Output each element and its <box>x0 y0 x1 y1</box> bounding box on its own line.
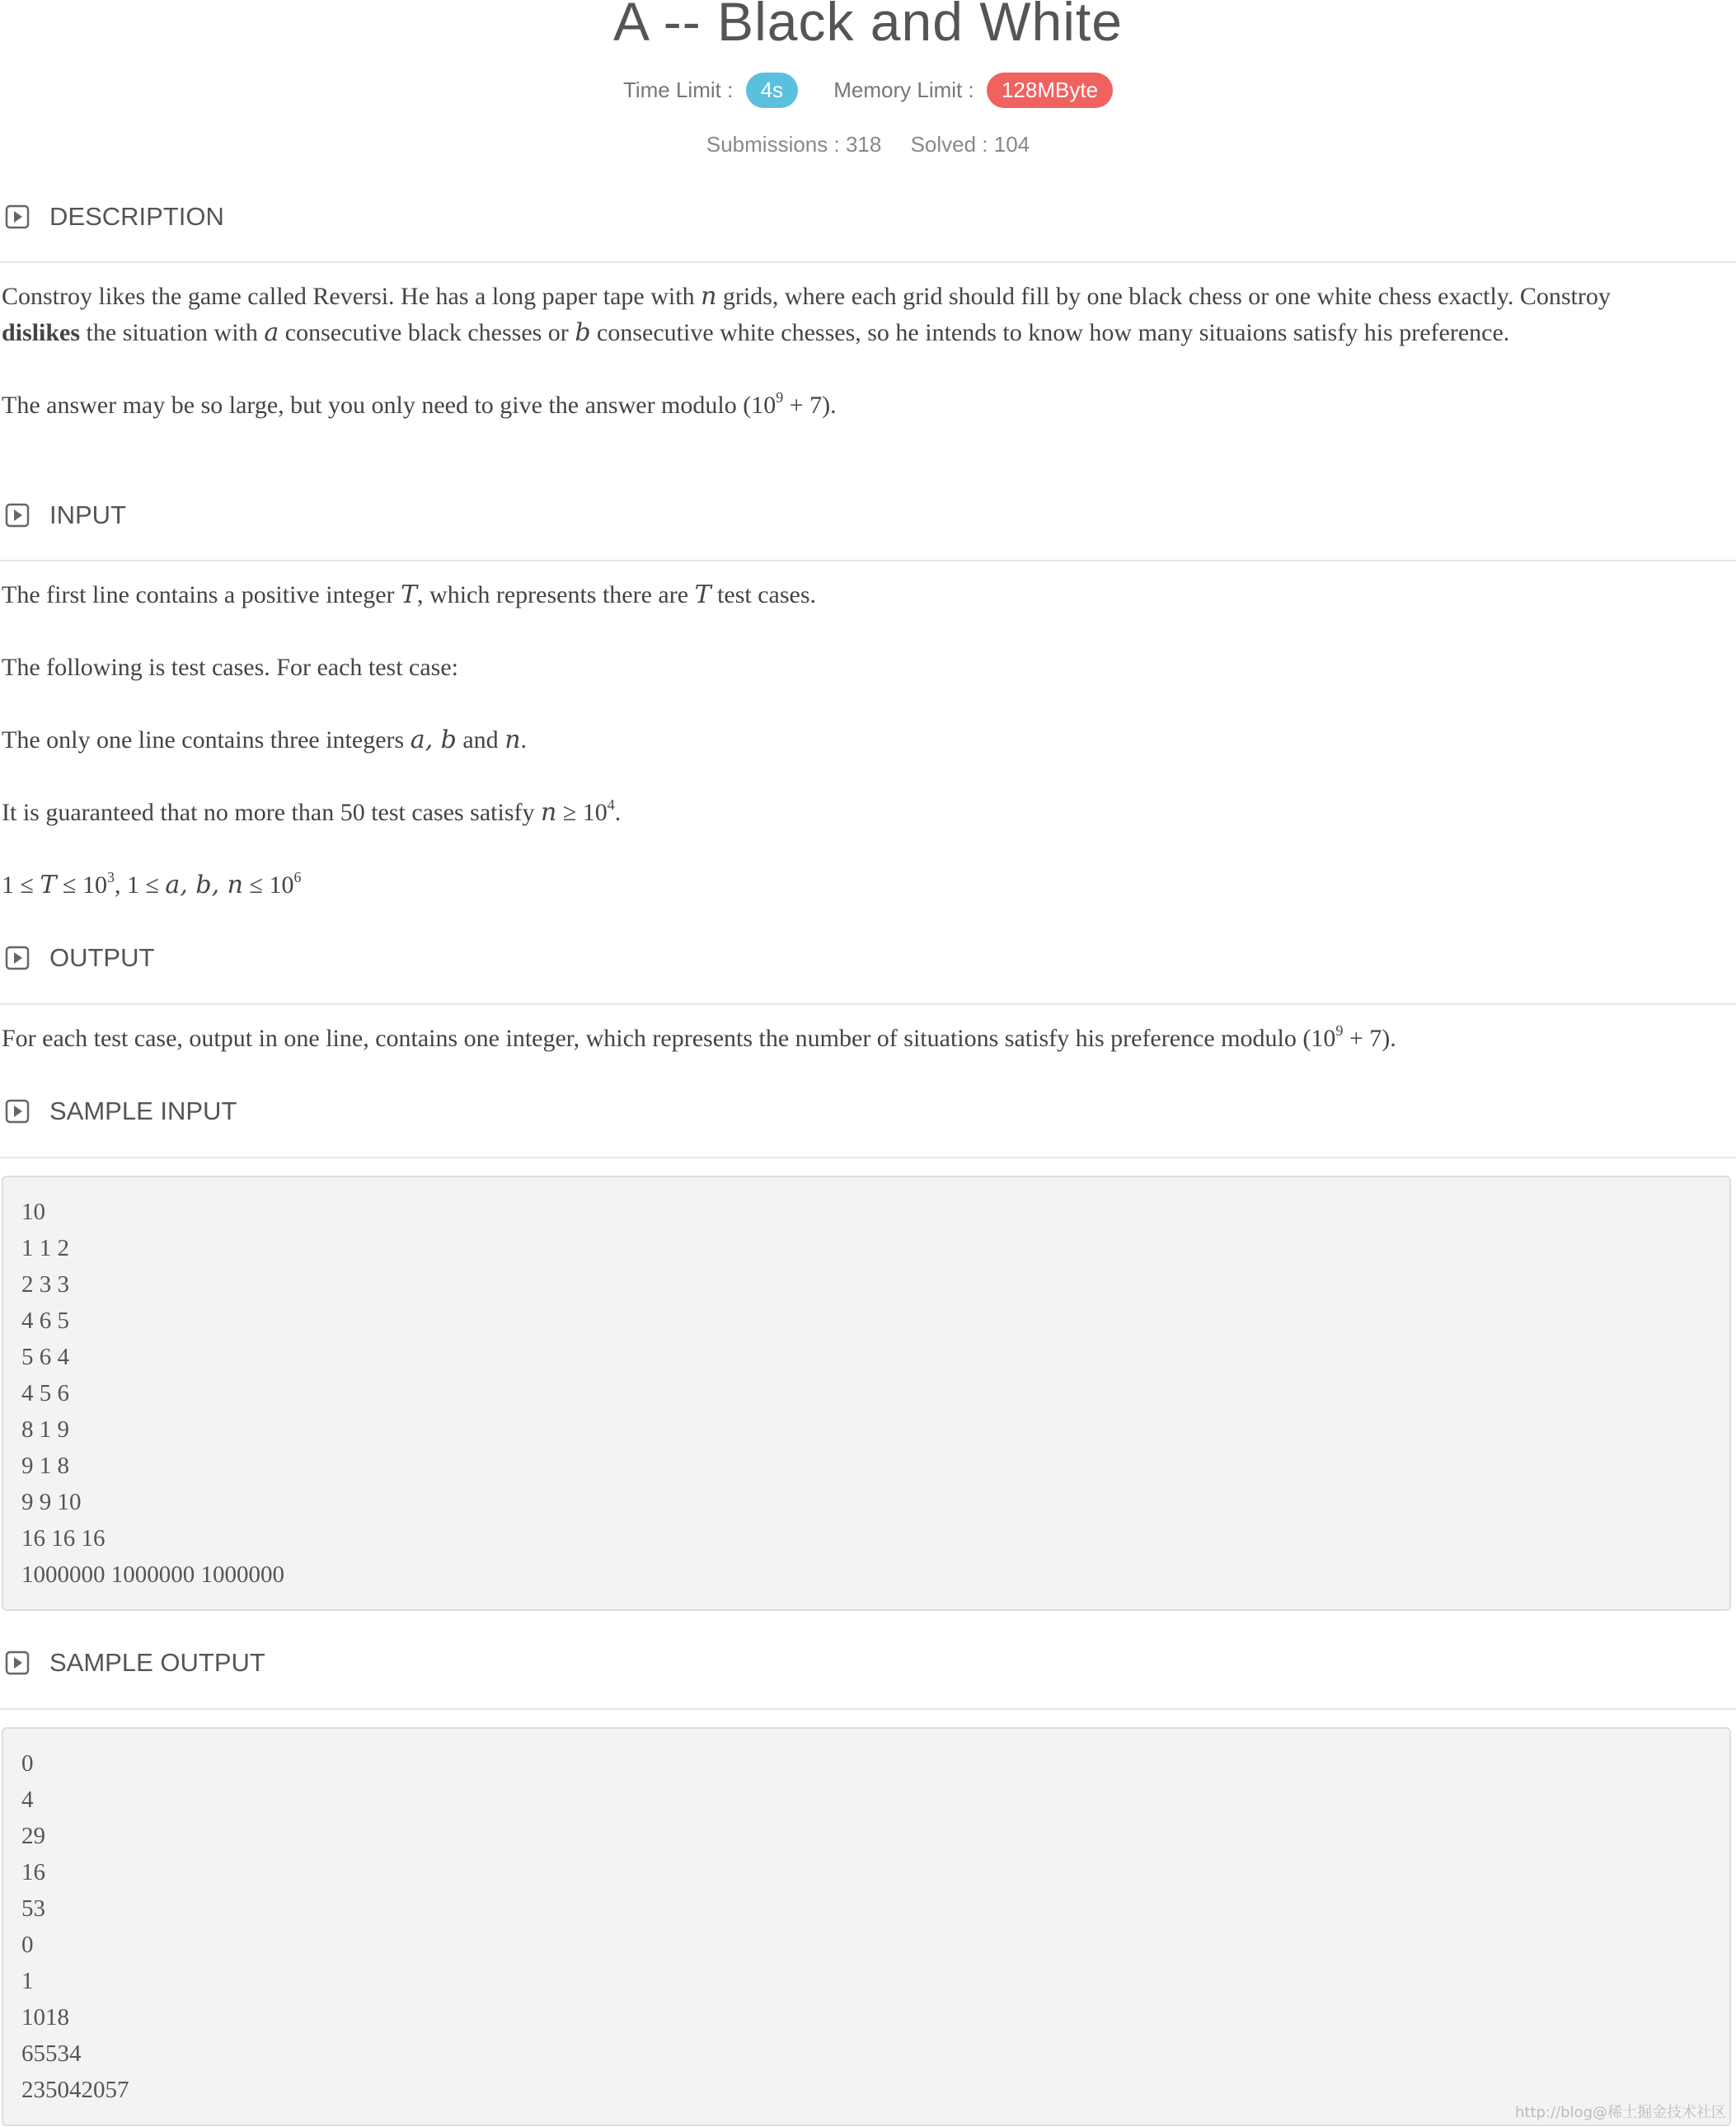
var-a-b-n: a, b, n <box>165 871 243 899</box>
code-line: 29 <box>21 1823 45 1849</box>
superscript: 9 <box>1335 1022 1344 1039</box>
text: the situation with <box>86 319 258 346</box>
play-square-icon <box>5 503 30 528</box>
play-square-icon <box>5 204 30 229</box>
input-line-1 <box>2 577 1700 613</box>
description-paragraph-1 <box>2 279 1700 351</box>
section-output-header[interactable] <box>5 943 154 973</box>
code-line: 9 1 8 <box>21 1453 69 1479</box>
var-b: b <box>575 318 591 347</box>
memory-limit <box>833 73 1113 108</box>
code-line: 9 9 10 <box>21 1489 82 1515</box>
text: The first line contains a positive integer <box>2 581 395 608</box>
code-line: 8 1 9 <box>21 1416 69 1443</box>
var-a: a <box>264 318 279 347</box>
sample-input-block[interactable] <box>2 1176 1731 1611</box>
divider <box>0 1708 1736 1710</box>
input-line-3: The only one line contains three integers a, b and n. <box>2 725 528 754</box>
code-line: 1 <box>21 1968 34 1994</box>
code-line: 10 <box>21 1199 45 1225</box>
memory-limit-label: Memory Limit : <box>833 77 974 102</box>
play-square-icon <box>5 946 30 970</box>
divider <box>0 1003 1736 1005</box>
superscript: 4 <box>607 796 615 813</box>
section-input-title: INPUT <box>49 500 126 529</box>
text: It is guaranteed that no more than 50 test cases satisfy <box>2 799 535 826</box>
var-T: T <box>694 580 711 609</box>
code-line: 16 16 16 <box>21 1525 106 1552</box>
code-line: 65534 <box>21 2040 82 2067</box>
text: ≤ 10 <box>56 871 107 899</box>
code-line: 235042057 <box>21 2077 129 2103</box>
text: For each test case, output in one line, contains one integer, which represents the number of situations satisfy his preference modulo (10 <box>2 1025 1336 1052</box>
watermark: http://blog@稀土掘金技术社区 <box>1514 2104 1726 2121</box>
var-T: T <box>401 580 418 609</box>
play-square-icon <box>5 1650 30 1675</box>
superscript: 3 <box>106 869 115 885</box>
var-n: n <box>504 725 521 754</box>
text: ≤ 10 <box>242 871 294 899</box>
input-line-4: It is guaranteed that no more than 50 test cases satisfy $n \ge 10^4$. <box>2 796 622 827</box>
submissions-count: Submissions : 318 <box>706 132 882 157</box>
code-line: 16 <box>21 1859 45 1885</box>
submission-stats <box>0 132 1736 157</box>
section-description-header[interactable] <box>5 202 224 232</box>
var-a-b: a, b <box>410 725 457 754</box>
text: grids, where each grid should fill by one black chess or one white chess exactly. Constroy <box>722 283 1611 310</box>
time-limit-label: Time Limit : <box>622 77 734 102</box>
code-line: 1018 <box>21 2004 69 2031</box>
time-limit-badge: 4s <box>746 73 798 108</box>
text: and <box>462 726 499 754</box>
text: consecutive white chesses, so he intends to know how many situaions satisfy his preference. <box>597 319 1510 346</box>
text: test cases. <box>717 581 817 608</box>
section-description-title: DESCRIPTION <box>49 202 224 231</box>
text: , which represents there are <box>417 581 689 608</box>
text: The only one line contains three integers <box>2 726 405 754</box>
code-line: 1 1 2 <box>21 1235 69 1261</box>
superscript: 9 <box>776 389 784 406</box>
section-output-title: OUTPUT <box>49 943 155 972</box>
code-line: 5 6 4 <box>21 1344 69 1370</box>
section-sample-input-title: SAMPLE INPUT <box>49 1096 237 1125</box>
var-T: T <box>40 871 57 899</box>
sample-output-block[interactable] <box>2 1727 1731 2126</box>
play-square-icon <box>5 1099 30 1124</box>
input-line-2: The following is test cases. For each test case: <box>2 654 459 681</box>
text: + 7). <box>783 392 837 419</box>
divider <box>0 560 1736 561</box>
time-limit <box>623 73 798 108</box>
output-description <box>2 1021 1700 1057</box>
code-line: 4 5 6 <box>21 1380 69 1406</box>
section-sample-output-title: SAMPLE OUTPUT <box>49 1648 265 1677</box>
text: The answer may be so large, but you only need to give the answer modulo (10 <box>2 392 777 419</box>
text: Constroy likes the game called Reversi. He has a long paper tape with <box>2 283 695 310</box>
code-line: 0 <box>21 1750 34 1777</box>
memory-limit-badge: 128MByte <box>987 73 1113 108</box>
text: , 1 ≤ <box>114 871 166 899</box>
solved-count: Solved : 104 <box>910 132 1030 157</box>
var-n: n <box>701 282 717 311</box>
text: 1 ≤ <box>2 871 40 899</box>
code-line: 0 <box>21 1932 34 1958</box>
section-input-header[interactable] <box>5 500 126 530</box>
text: + 7). <box>1343 1025 1396 1052</box>
limits-bar <box>0 73 1736 108</box>
var-n: n <box>540 798 557 827</box>
code-line: 53 <box>21 1895 45 1922</box>
superscript: 6 <box>293 869 302 885</box>
divider <box>0 1157 1736 1158</box>
text: consecutive black chesses or <box>284 319 569 346</box>
divider <box>0 261 1736 263</box>
input-constraints <box>2 867 1700 904</box>
code-line: 4 6 5 <box>21 1308 69 1334</box>
problem-title: A -- Black and White <box>613 0 1123 52</box>
text: ≥ 10 <box>556 799 608 826</box>
description-paragraph-2 <box>2 387 1700 424</box>
section-sample-input-header[interactable] <box>5 1096 237 1126</box>
code-line: 1000000 1000000 1000000 <box>21 1561 284 1588</box>
section-sample-output-header[interactable] <box>5 1648 265 1678</box>
code-line: 2 3 3 <box>21 1271 69 1298</box>
code-line: 4 <box>21 1787 34 1813</box>
bold-text: dislikes <box>2 319 81 346</box>
